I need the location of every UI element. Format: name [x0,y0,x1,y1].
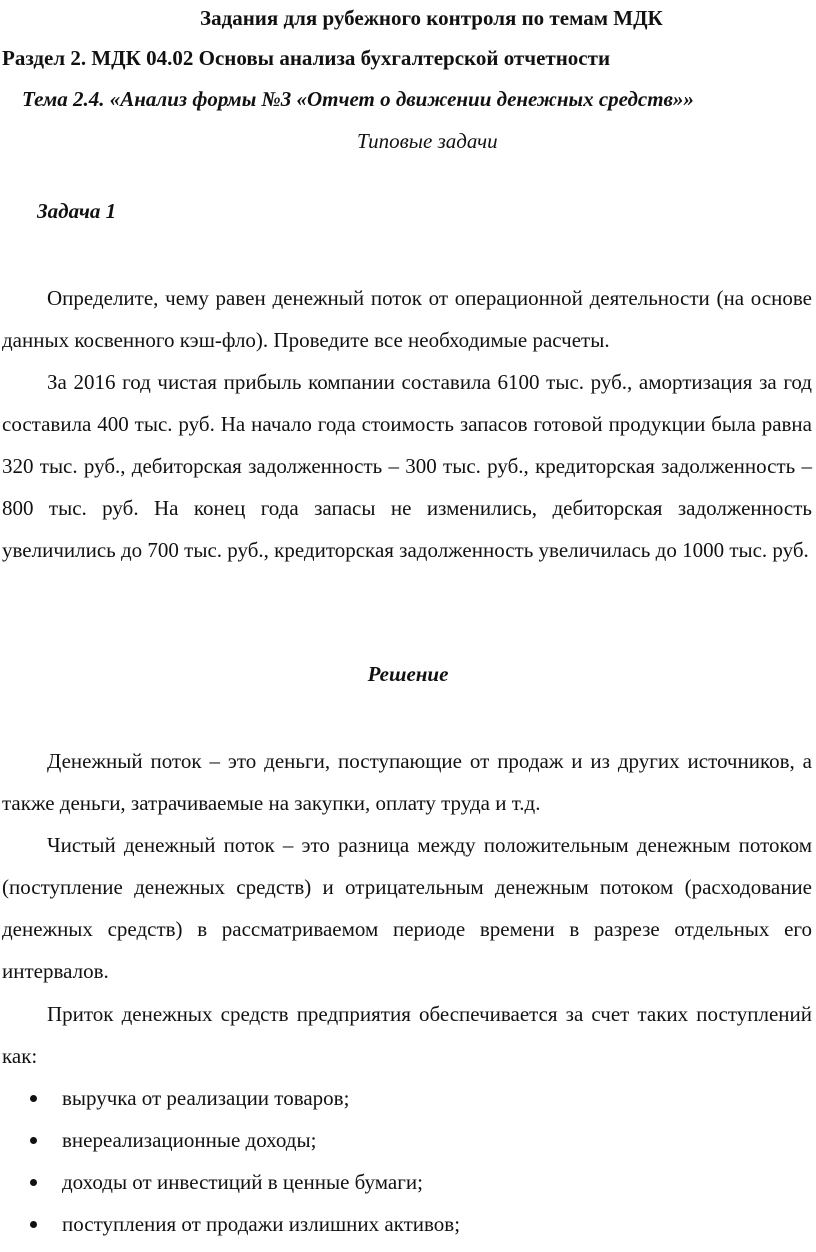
income-sources-list [0,1077,460,1245]
document-title: Задания для рубежного контроля по темам МДК [200,6,663,30]
list-item: поступления от продажи излишних активов; [0,1203,460,1245]
task-heading: Задача 1 [37,199,117,223]
list-item: выручка от реализации товаров; [0,1077,460,1119]
section-title: Раздел 2. МДК 04.02 Основы анализа бухгалтерской отчетности [2,46,611,70]
solution-paragraph: Денежный поток – это деньги, поступающие от продаж и из других источников, а также деньги, затрачиваемые на закупки, оплату труда и т.д. [2,749,812,815]
solution-paragraph: Чистый денежный поток – это разница между положительным денежным потоком (поступление денежных средств) и отрицательным денежным потоком (расходование денежных средств) в рассматриваемом периоде времени в разрезе отдельных его интервалов. [2,833,812,983]
bullet-icon [30,1221,37,1228]
list-item: внереализационные доходы; [0,1119,460,1161]
topic-title: Тема 2.4. «Анализ формы №3 «Отчет о движении денежных средств»» [22,87,694,111]
bullet-icon [30,1179,37,1186]
list-item: доходы от инвестиций в ценные бумаги; [0,1161,460,1203]
bullet-icon [30,1095,37,1102]
bullet-icon [30,1137,37,1144]
solution-paragraph: Приток денежных средств предприятия обеспечивается за счет таких поступлений как: [2,1002,812,1068]
solution-heading: Решение [367,662,449,686]
subtitle: Типовые задачи [357,129,498,153]
task-conditions: За 2016 год чистая прибыль компании составила 6100 тыс. руб., амортизация за год составила 400 тыс. руб. На начало года стоимость запасов готовой продукции была равна 320 тыс. руб., дебиторская задолженность – 300 тыс. руб., кредиторская задолженность – 800 тыс. руб. На конец года запасы не изменились, дебиторская задолженность увеличились до 700 тыс. руб., кредиторская задолженность увеличилась до 1000 тыс. руб. [2,370,812,562]
task-question: Определите, чему равен денежный поток от операционной деятельности (на основе данных косвенного кэш-фло). Проведите все необходимые расчеты. [2,286,812,352]
